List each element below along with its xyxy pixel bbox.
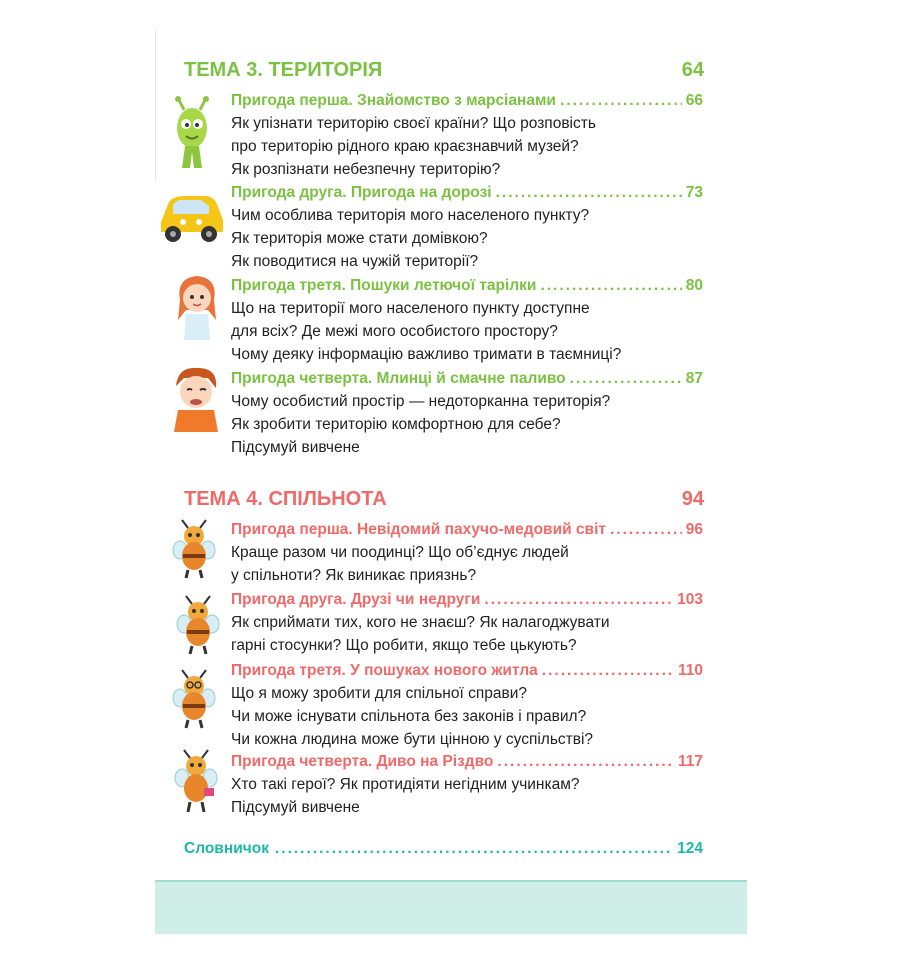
entry-title: Пригода четверта. Диво на Різдво [231, 753, 494, 770]
leader-dots [496, 182, 682, 204]
entry-title: Пригода перша. Знайомство з марсіанами [231, 92, 556, 109]
entry-line: Краще разом чи поодинці? Що об’єднує людей [231, 544, 569, 561]
entry-title: Пригода третя. У пошуках нового житла [231, 662, 538, 679]
entry-title-row[interactable] [231, 368, 703, 390]
entry-title: Пригода друга. Пригода на дорозі [231, 184, 492, 201]
entry-line: гарні стосунки? Що робити, якщо тебе цькують? [231, 637, 577, 654]
page-edge [155, 30, 156, 180]
theme-3-entry-3 [231, 275, 703, 366]
bee-icon [168, 518, 220, 580]
theme-4-title: ТЕМА 4. СПІЛЬНОТА [184, 487, 387, 510]
entry-line: Як розпізнати небезпечну територію? [231, 161, 501, 178]
entry-title: Пригода третя. Пошуки летючої тарілки [231, 277, 537, 294]
entry-line: Хто такі герої? Як протидіяти негідним учинкам? [231, 776, 580, 793]
theme-3-header [184, 55, 704, 85]
entry-line: Що на території мого населеного пункту доступне [231, 300, 590, 317]
theme-4-entry-2 [231, 589, 703, 657]
entry-line: Чим особлива територія мого населеного пункту? [231, 207, 590, 224]
entry-page: 110 [677, 662, 703, 679]
theme-4-entry-1 [231, 519, 703, 587]
bee-icon [168, 668, 220, 730]
entry-line: Чому деяку інформацію важливо тримати в таємниці? [231, 346, 622, 363]
entry-title-row[interactable] [231, 90, 703, 112]
entry-line: Підсумуй вивчене [231, 439, 360, 456]
entry-title: Пригода перша. Невідомий пахучо-медовий світ [231, 521, 606, 538]
footer-band [155, 880, 747, 934]
entry-line: Чи кожна людина може бути цінною у суспільстві? [231, 731, 594, 748]
bee-icon [170, 748, 222, 814]
theme-3-entry-2 [231, 182, 703, 273]
leader-dots [560, 90, 682, 112]
entry-title-row[interactable] [231, 660, 703, 682]
leader-dots [275, 840, 671, 858]
entry-line: Підсумуй вивчене [231, 799, 360, 816]
entry-line: Що я можу зробити для спільної справи? [231, 685, 527, 702]
entry-line: для всіх? Де межі мого особистого простору? [231, 323, 558, 340]
theme-3-page: 64 [681, 58, 704, 81]
entry-title-row[interactable] [231, 519, 703, 541]
girl-icon [172, 270, 222, 342]
theme-3-entry-4 [231, 368, 703, 459]
entry-title: Пригода друга. Друзі чи недруги [231, 591, 481, 608]
entry-page: 80 [685, 277, 703, 294]
entry-line: Як упізнати територію своєї країни? Що розповість [231, 115, 596, 132]
leader-dots [570, 368, 682, 390]
theme-3-title: ТЕМА 3. ТЕРИТОРІЯ [184, 58, 383, 81]
entry-page: 87 [685, 370, 703, 387]
entry-page: 73 [685, 184, 703, 201]
entry-title: Пригода четверта. Млинці й смачне паливо [231, 370, 566, 387]
theme-4-header [184, 484, 704, 514]
leader-dots [484, 589, 673, 611]
glossary-title: Словничок [184, 840, 269, 857]
entry-title-row[interactable] [231, 589, 703, 611]
entry-line: про територію рідного краю краєзнавчий музей? [231, 138, 579, 155]
entry-page: 117 [677, 753, 703, 770]
entry-title-row[interactable] [231, 751, 703, 773]
leader-dots [497, 751, 674, 773]
leader-dots [542, 660, 674, 682]
entry-title-row[interactable] [231, 182, 703, 204]
leader-dots [540, 275, 681, 297]
entry-page: 66 [685, 92, 703, 109]
glossary-row[interactable] [184, 840, 703, 858]
entry-title-row[interactable] [231, 275, 703, 297]
boy-icon [168, 362, 224, 432]
entry-page: 96 [685, 521, 703, 538]
glossary-page: 124 [677, 840, 703, 857]
entry-line: Як зробити територію комфортною для себе? [231, 416, 561, 433]
leader-dots [610, 519, 682, 541]
entry-line: Чому особистий простір — недоторканна територія? [231, 393, 611, 410]
entry-line: Чи може існувати спільнота без законів і правил? [231, 708, 587, 725]
theme-4-entry-4 [231, 751, 703, 819]
martian-icon [170, 96, 214, 176]
entry-page: 103 [677, 591, 703, 608]
theme-4-entry-3 [231, 660, 703, 751]
bee-icon [172, 594, 224, 656]
theme-3-entry-1 [231, 90, 703, 181]
entry-line: Як територія може стати домівкою? [231, 230, 488, 247]
car-icon [155, 188, 227, 244]
entry-line: Як поводитися на чужій території? [231, 253, 479, 270]
entry-line: Як сприймати тих, кого не знаєш? Як налагоджувати [231, 614, 610, 631]
entry-line: у спільноти? Як виникає приязнь? [231, 567, 477, 584]
theme-4-page: 94 [681, 487, 704, 510]
